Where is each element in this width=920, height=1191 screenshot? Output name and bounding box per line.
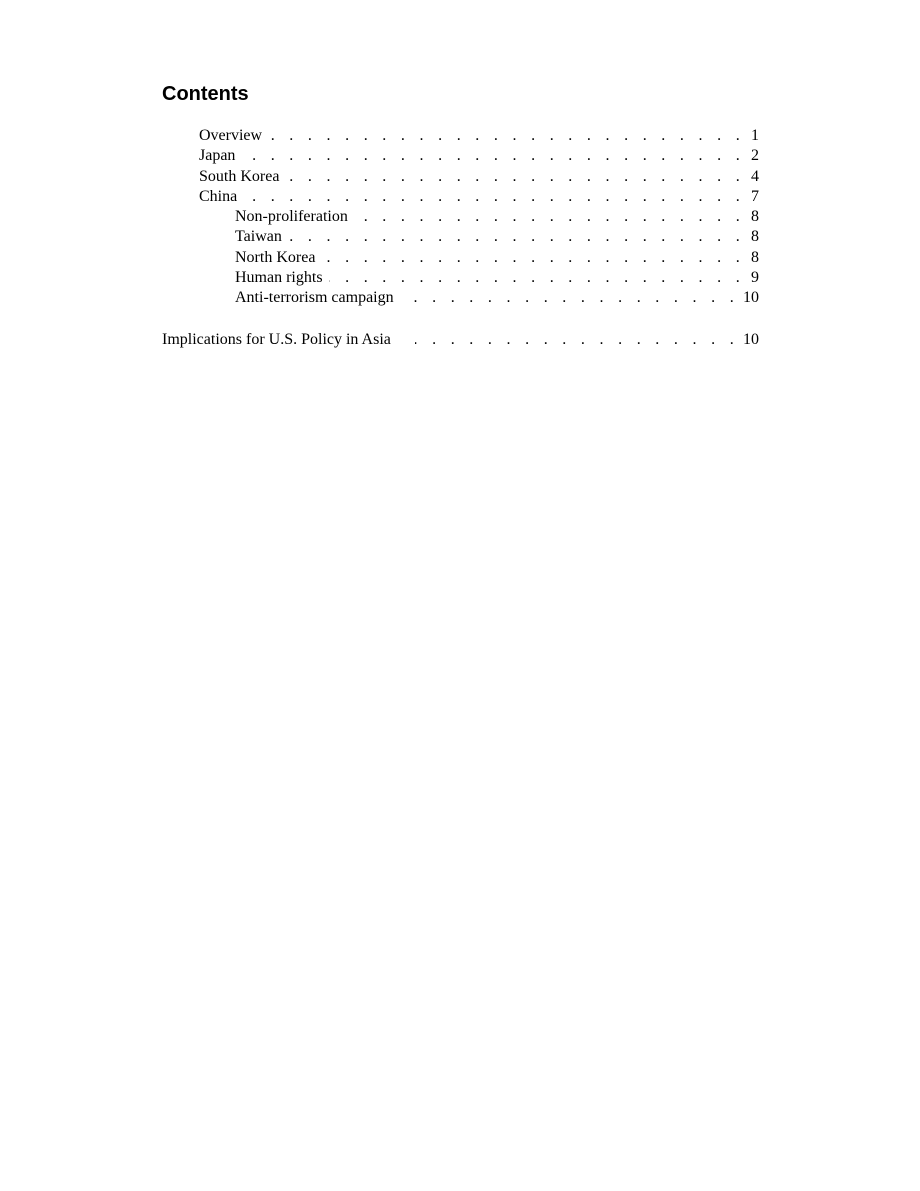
dot-leader — [415, 330, 739, 350]
toc-list — [162, 126, 759, 350]
toc-entry-label: Human rights — [235, 269, 323, 287]
toc-entry-page: 1 — [751, 127, 759, 144]
dot-leader — [241, 146, 745, 166]
dot-leader — [400, 288, 739, 308]
toc-entry-taiwan[interactable] — [162, 227, 759, 247]
toc-entry-label: Non-proliferation — [235, 208, 348, 226]
dot-leader — [288, 227, 745, 247]
toc-entry-page: 7 — [751, 187, 759, 205]
toc-entry-implications[interactable] — [162, 330, 759, 350]
toc-entry-page: 8 — [751, 228, 759, 246]
toc-entry-label: China — [199, 187, 238, 205]
dot-leader — [354, 207, 745, 227]
dot-leader — [268, 126, 745, 146]
toc-entry-north-korea[interactable] — [162, 248, 759, 268]
toc-entry-label: North Korea — [235, 248, 316, 266]
dot-leader — [285, 167, 745, 187]
toc-entry-japan[interactable] — [162, 146, 759, 166]
toc-entry-label: Overview — [199, 127, 263, 144]
toc-entry-human-rights[interactable] — [162, 268, 759, 288]
toc-entry-label: Taiwan — [235, 228, 282, 246]
toc-entry-overview[interactable] — [162, 126, 759, 146]
toc-entry-label: Japan — [199, 147, 236, 165]
dot-leader — [243, 187, 745, 207]
toc-entry-label: Anti-terrorism campaign — [235, 289, 394, 307]
toc-entry-page: 8 — [751, 208, 759, 226]
toc-entry-page: 10 — [743, 330, 759, 348]
dot-leader — [321, 248, 745, 268]
toc-entry-non-proliferation[interactable] — [162, 207, 759, 227]
toc-entry-page: 2 — [751, 147, 759, 165]
toc-entry-anti-terrorism-campaign[interactable] — [162, 288, 759, 308]
toc-entry-south-korea[interactable] — [162, 167, 759, 187]
toc-entry-page: 9 — [751, 269, 759, 287]
toc-entry-page: 8 — [751, 248, 759, 266]
toc-entry-page: 10 — [743, 289, 759, 307]
toc-entry-page: 4 — [751, 167, 759, 185]
toc-entry-china[interactable] — [162, 187, 759, 207]
toc-entry-label: Implications for U.S. Policy in Asia — [162, 330, 391, 348]
dot-leader — [329, 268, 745, 288]
toc-title: Contents — [162, 83, 249, 105]
toc-entry-label: South Korea — [199, 167, 280, 185]
